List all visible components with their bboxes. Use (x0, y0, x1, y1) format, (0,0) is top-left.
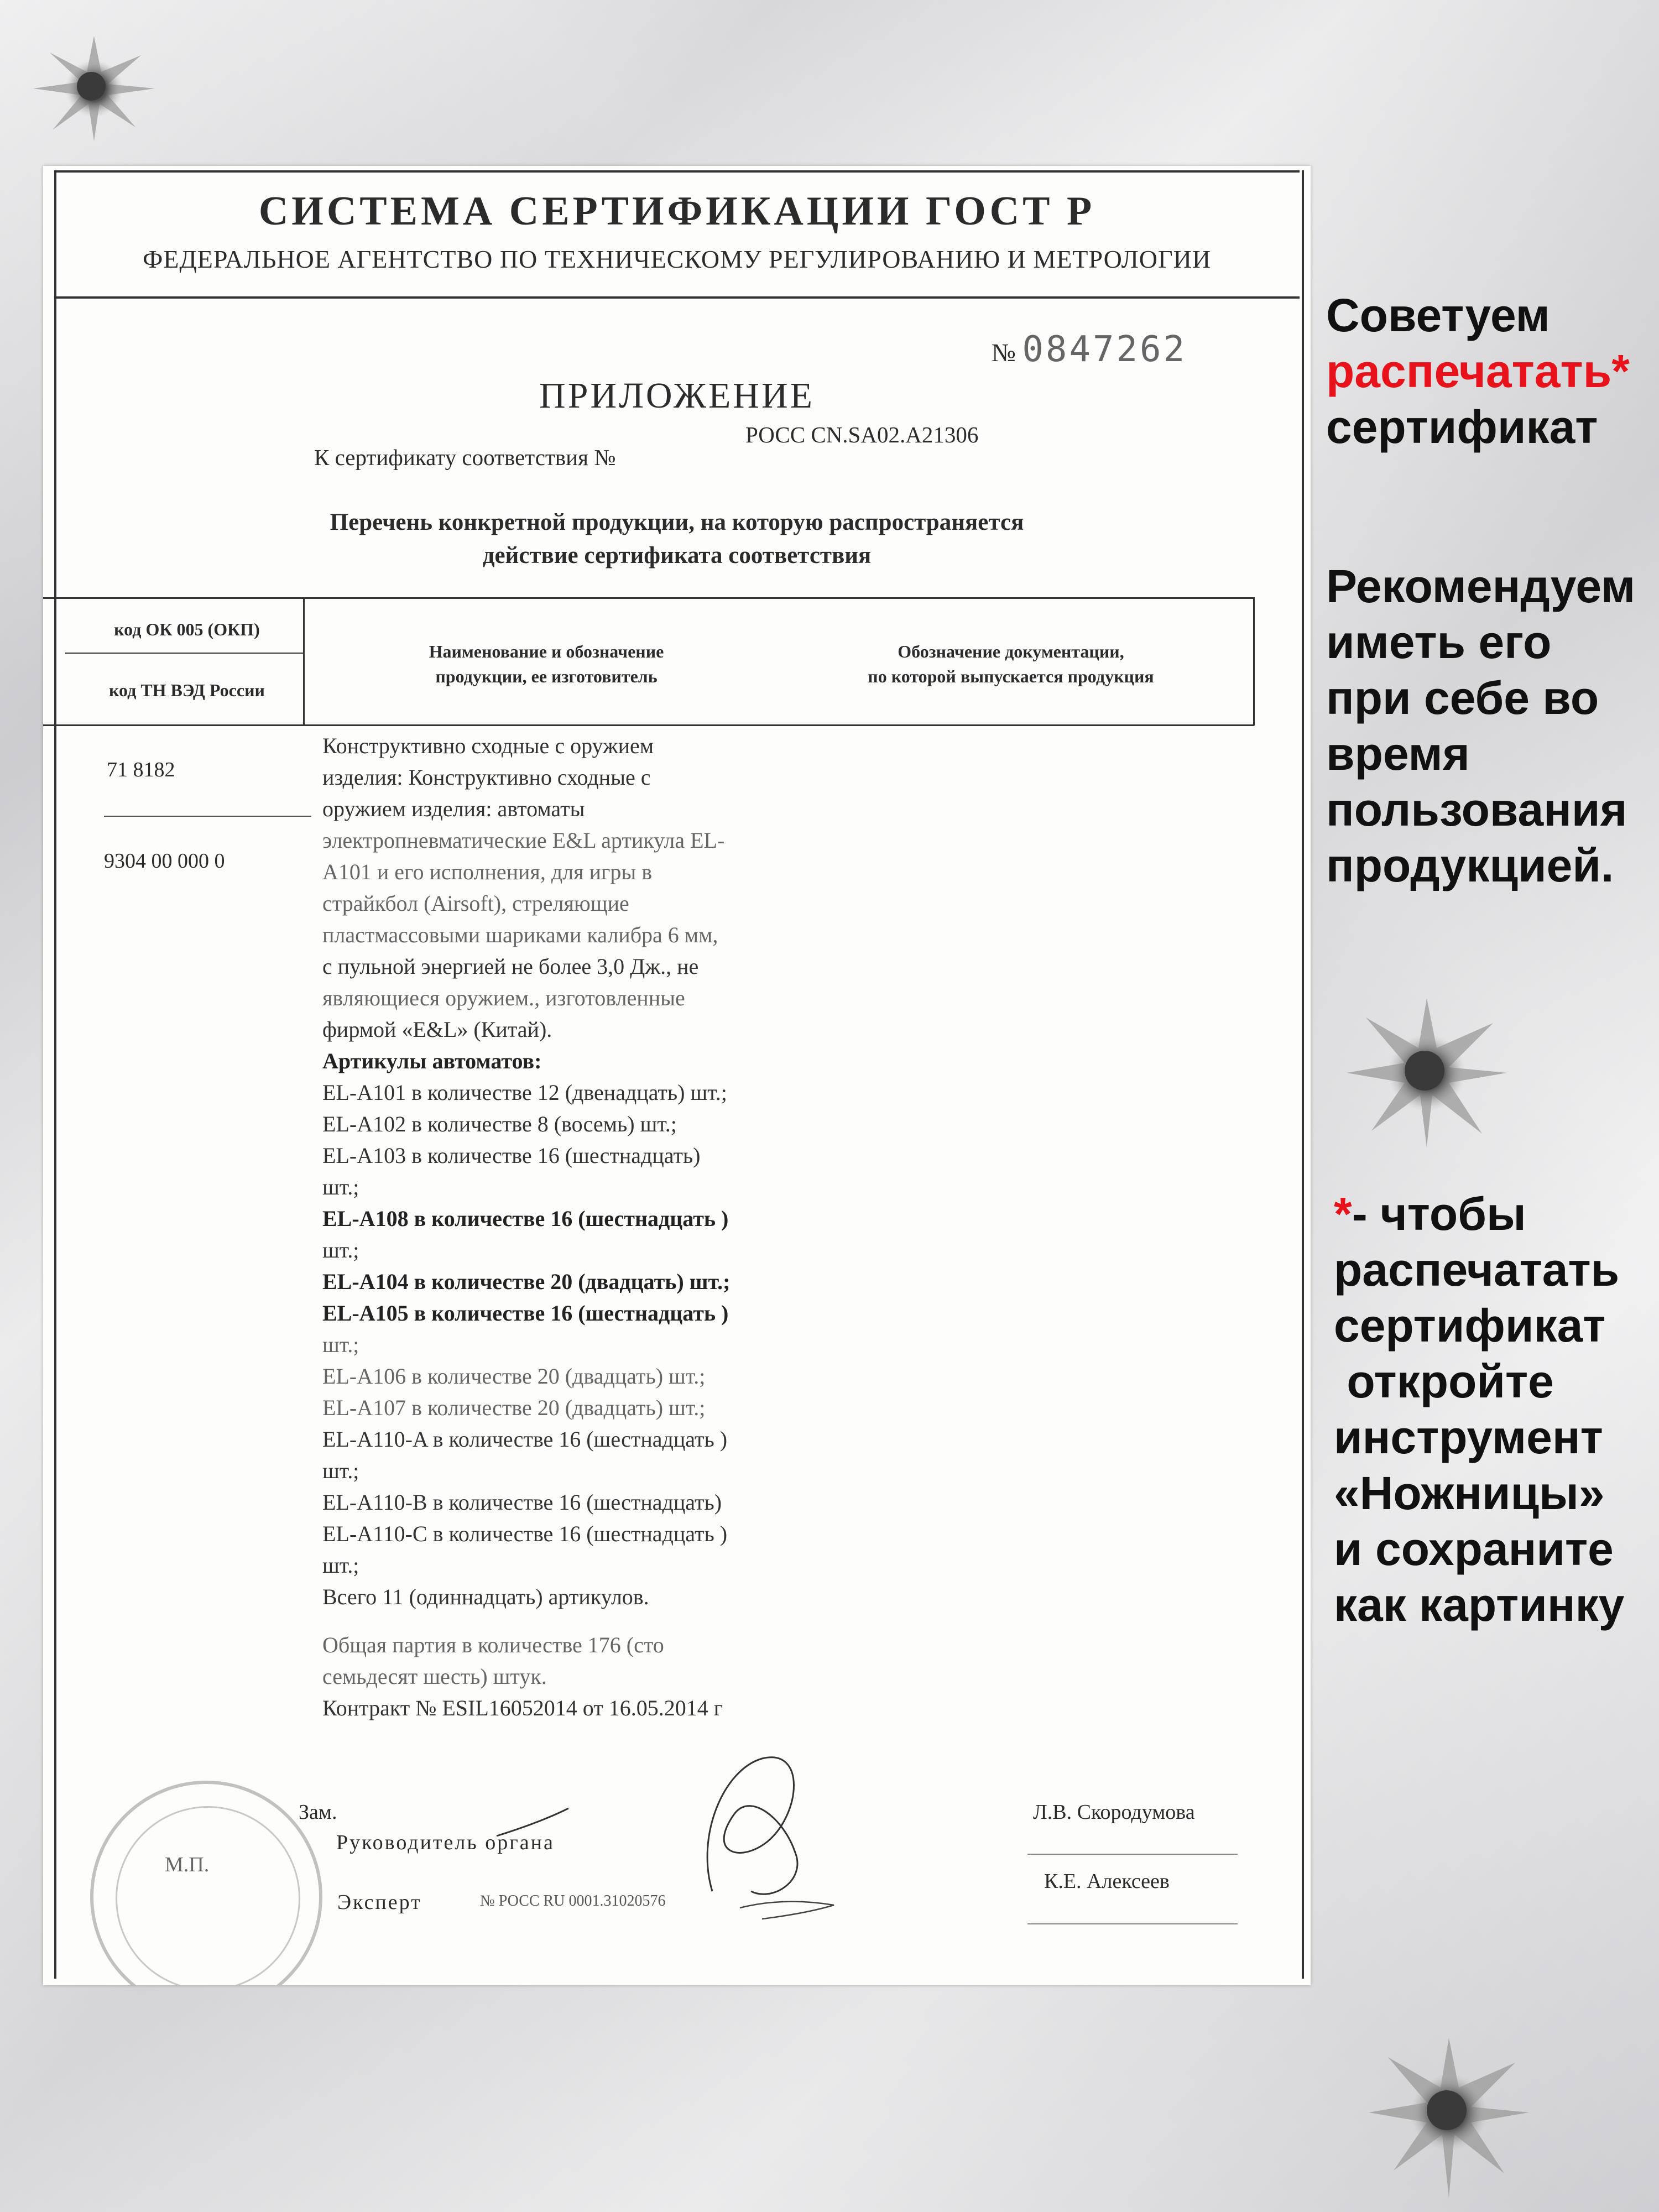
appendix-title: ПРИЛОЖЕНИЕ (539, 375, 815, 416)
signature (474, 1725, 862, 1947)
batch-line: Общая партия в количестве 176 (сто (322, 1632, 664, 1657)
article-line: шт.; (322, 1175, 359, 1199)
column-header-tnved: код ТН ВЭД России (109, 680, 265, 700)
column-header-name-2: продукции, ее изготовитель (435, 666, 658, 686)
body-line: A101 и его исполнения, для игры в (322, 859, 653, 884)
body-line: электропневматические E&L артикула EL- (322, 828, 725, 853)
table-header-bottom-line (43, 724, 1254, 726)
recommend-line: иметь его (1326, 616, 1552, 668)
recommend-line: пользования (1326, 784, 1627, 836)
note-first-line: *- чтобы (1334, 1188, 1526, 1240)
certificate-number (992, 329, 1187, 370)
article-line: шт.; (322, 1332, 359, 1357)
recommend-line: при себе во (1326, 672, 1599, 724)
article-line: EL-A107 в количестве 20 (двадцать) шт.; (322, 1395, 706, 1420)
advice-line: Советуем (1326, 289, 1550, 341)
column-header-docs-1: Обозначение документации, (898, 641, 1124, 661)
recommend-line: время (1326, 728, 1470, 780)
article-line: шт.; (322, 1238, 359, 1262)
note-line: инструмент (1334, 1411, 1603, 1463)
recommend-block (1326, 559, 1635, 894)
cert-number: РОСС CN.SA02.A21306 (745, 422, 979, 447)
body-line: фирмой «E&L» (Китай). (322, 1017, 552, 1042)
body-line: страйкбол (Airsoft), стреляющие (322, 891, 629, 916)
column-header-name-1: Наименование и обозначение (429, 641, 664, 661)
article-line: EL-A110-A в количестве 16 (шестнадцать ) (322, 1427, 728, 1452)
article-line: EL-A101 в количестве 12 (двенадцать) шт.; (322, 1080, 727, 1105)
article-line: EL-A110-C в количестве 16 (шестнадцать ) (322, 1521, 728, 1546)
head-label: Руководитель органа (336, 1831, 555, 1854)
note-star: * (1334, 1188, 1352, 1240)
bullet-hole-icon (30, 33, 158, 144)
note-line: сертификат (1334, 1300, 1606, 1352)
bullet-hole-icon (1366, 2035, 1532, 2201)
number-prefix: № (992, 338, 1016, 367)
recommend-line: продукцией. (1326, 839, 1614, 891)
body-line: изделия: Конструктивно сходные с (322, 765, 651, 790)
agency-name: ФЕДЕРАЛЬНОЕ АГЕНТСТВО ПО ТЕХНИЧЕСКОМУ РЕГУЛИРОВАНИЮ И МЕТРОЛОГИИ (142, 245, 1212, 273)
expert-label: Эксперт (337, 1891, 422, 1914)
article-line: шт.; (322, 1458, 359, 1483)
head-name-underline (1027, 1854, 1238, 1855)
cert-label: К сертификату соответствия № (314, 445, 616, 470)
note-line: как картинку (1334, 1579, 1625, 1631)
article-line: Всего 11 (одиннадцать) артикулов. (322, 1584, 649, 1609)
column-header-okp: код ОК 005 (ОКП) (114, 619, 260, 639)
table-column-divider (303, 597, 305, 726)
code-separator (104, 816, 311, 817)
table-code-divider (65, 653, 304, 654)
list-title-line1: Перечень конкретной продукции, на которую распространяется (330, 509, 1024, 535)
expert-reg: № РОСС RU 0001.31020576 (480, 1892, 666, 1910)
note-line: распечатать (1334, 1244, 1620, 1296)
table-top-line (43, 597, 1254, 599)
article-line: EL-A104 в количестве 20 (двадцать) шт.; (322, 1269, 731, 1294)
body-line: Конструктивно сходные с оружием (322, 733, 654, 758)
body-line: являющиеся оружием., изготовленные (322, 985, 685, 1010)
note-line: откройте (1334, 1355, 1554, 1407)
column-header-docs-2: по которой выпускается продукция (868, 666, 1154, 686)
advice-highlight: распечатать* (1326, 345, 1630, 397)
article-line: EL-A105 в количестве 16 (шестнадцать ) (322, 1301, 729, 1326)
advice-block (1326, 288, 1630, 455)
code-tnved: 9304 00 000 0 (104, 849, 225, 873)
article-line: EL-A102 в количестве 8 (восемь) шт.; (322, 1112, 677, 1136)
body-line: пластмассовыми шариками калибра 6 мм, (322, 922, 718, 947)
article-line: шт.; (322, 1553, 359, 1578)
recommend-line: Рекомендуем (1326, 560, 1636, 612)
stamp-label: М.П. (165, 1853, 210, 1876)
article-line: EL-A110-B в количестве 16 (шестнадцать) (322, 1490, 722, 1515)
system-title: СИСТЕМА СЕРТИФИКАЦИИ ГОСТ Р (258, 189, 1095, 234)
number-value: 0847262 (1022, 329, 1187, 370)
deputy-label: Зам. (299, 1801, 337, 1824)
product-description (322, 730, 903, 1724)
expert-name-underline (1027, 1923, 1238, 1924)
contract-line: Контракт № ESIL16052014 от 16.05.2014 г (322, 1695, 723, 1720)
batch-line: семьдесят шесть) штук. (322, 1664, 547, 1689)
article-line: EL-A106 в количестве 20 (двадцать) шт.; (322, 1364, 706, 1389)
advice-line: сертификат (1326, 401, 1598, 453)
code-okp: 71 8182 (107, 758, 175, 781)
list-title-line2: действие сертификата соответствия (482, 542, 872, 568)
body-line: с пульной энергией не более 3,0 Дж., не (322, 954, 699, 979)
articles-heading: Артикулы автоматов: (322, 1048, 542, 1073)
article-line: EL-A103 в количестве 16 (шестнадцать) (322, 1143, 701, 1168)
note-line: «Ножницы» (1334, 1467, 1605, 1519)
article-line: EL-A108 в количестве 16 (шестнадцать ) (322, 1206, 729, 1231)
print-note-block (1334, 1186, 1624, 1633)
table-right-edge (1253, 597, 1255, 726)
expert-name: К.Е. Алексеев (1044, 1870, 1170, 1893)
body-line: оружием изделия: автоматы (322, 796, 585, 821)
note-line: и сохраните (1334, 1523, 1614, 1575)
head-name: Л.В. Скородумова (1033, 1801, 1195, 1824)
certificate-document (43, 166, 1311, 1985)
bullet-hole-icon (1344, 995, 1510, 1150)
